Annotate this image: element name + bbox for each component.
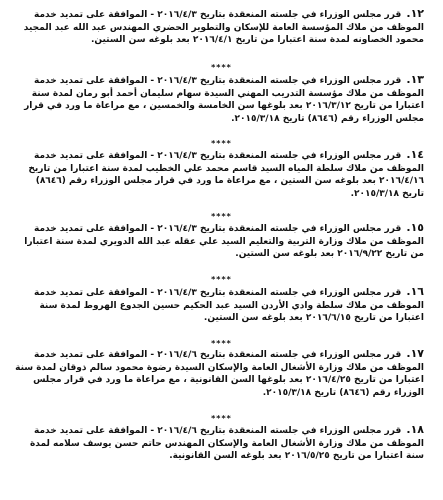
item-number: ١٧. (406, 347, 424, 360)
item-number: ١٤. (406, 148, 424, 161)
separator: **** (211, 212, 232, 221)
decision-item-13 (14, 74, 424, 125)
decision-item-16 (14, 286, 424, 325)
separator: **** (211, 275, 232, 284)
item-text: قرر مجلس الوزراء في جلسته المنعقدة بتاريخ ٢٠١٦/٤/٣ - الموافقة على تمديد خدمة الموظف من ملاك سلطة المياه السيد قاسم محمد علي الخطيب لمدة سنة اعتبارا من تاريخ ٢٠١٦/٤/١٦ بعد بلوغه سن الستين ، مع مراعاة ما ورد في قرار مجلس الوزراء رقم (٨٦٤٦) تاريخ ٢٠١٥/٣/١٨. (28, 151, 424, 199)
item-text: قرر مجلس الوزراء في جلسته المنعقدة بتاريخ ٢٠١٦/٤/٦ - الموافقة على تمديد خدمة الموظف من ملاك وزارة الأشغال العامة والإسكان المهندس حاتم حسن يوسف سلامه لمدة سنة اعتبارا من تاريخ ٢٠١٦/٥/٢٥ بعد بلوغه السن القانونية. (29, 426, 424, 461)
item-number: ١٢. (406, 7, 424, 20)
separator: **** (211, 339, 232, 348)
decision-item-14 (14, 149, 424, 200)
separator: **** (211, 414, 232, 423)
item-text: قرر مجلس الوزراء في جلسته المنعقدة بتاريخ ٢٠١٦/٤/٣ - الموافقة على تمديد خدمة الموظف من ملاك مؤسسة التدريب المهني السيدة سهام سليمان أحمد أبو رمان لمدة سنة اعتبارا من تاريخ ٢٠١٦/٣/١٢ بعد بلوغها سن الخامسة والخمسين ، مع مراعاة ما ورد في قرار مجلس الوزراء رقم (٨٦٤٦) تاريخ ٢٠١٥/٣/١٨. (24, 76, 424, 124)
decision-item-12 (14, 8, 424, 47)
item-text: قرر مجلس الوزراء في جلسته المنعقدة بتاريخ ٢٠١٦/٤/٣ - الموافقة على تمديد خدمة الموظف من ملاك سلطة وادي الأردن السيد عبد الحكيم حسين الجدوع الهروط لمدة سنة اعتبارا من تاريخ ٢٠١٦/٦/١٥ بعد بلوغه سن الستين. (34, 288, 424, 323)
separator: **** (211, 63, 232, 72)
item-text: قرر مجلس الوزراء في جلسته المنعقدة بتاريخ ٢٠١٦/٤/٣ - الموافقة على تمديد خدمة الموظف من ملاك وزارة التربية والتعليم السيد علي عقله عبد الله الدويري لمدة سنة اعتبارا من تاريخ ٢٠١٦/٩/٢٢ بعد بلوغه سن الستين. (24, 224, 424, 259)
separator: **** (211, 139, 232, 148)
item-text: قرر مجلس الوزراء في جلسته المنعقدة بتاريخ ٢٠١٦/٤/٦ - الموافقة على تمديد خدمة الموظف من ملاك وزارة الأشغال العامة والإسكان السيدة رضوة محمود سالم ذوقان لمدة سنة اعتبارا من تاريخ ٢٠١٦/٤/٢٥ بعد بلوغها السن القانونية ، مع مراعاة ما ورد في قرار مجلس الوزراء رقم (٨٦٤٦) تاريخ ٢٠١٥/٣/١٨. (15, 350, 424, 398)
item-text: قرر مجلس الوزراء في جلسته المنعقدة بتاريخ ٢٠١٦/٤/٣ - الموافقة على تمديد خدمة الموظف من ملاك المؤسسة العامة للإسكان والتطوير الحضري المهندس عبد الله عبد المجيد محمود الخصاونه لمدة سنة اعتبارا من تاريخ ٢٠١٦/٤/١ بعد بلوغه سن الستين. (23, 10, 424, 45)
item-number: ١٣. (406, 73, 424, 86)
item-number: ١٦. (406, 285, 424, 298)
item-number: ١٨. (406, 423, 424, 436)
item-number: ١٥. (406, 221, 424, 234)
decision-item-15 (14, 222, 424, 261)
decision-item-18 (14, 424, 424, 463)
decision-item-17 (14, 348, 424, 399)
